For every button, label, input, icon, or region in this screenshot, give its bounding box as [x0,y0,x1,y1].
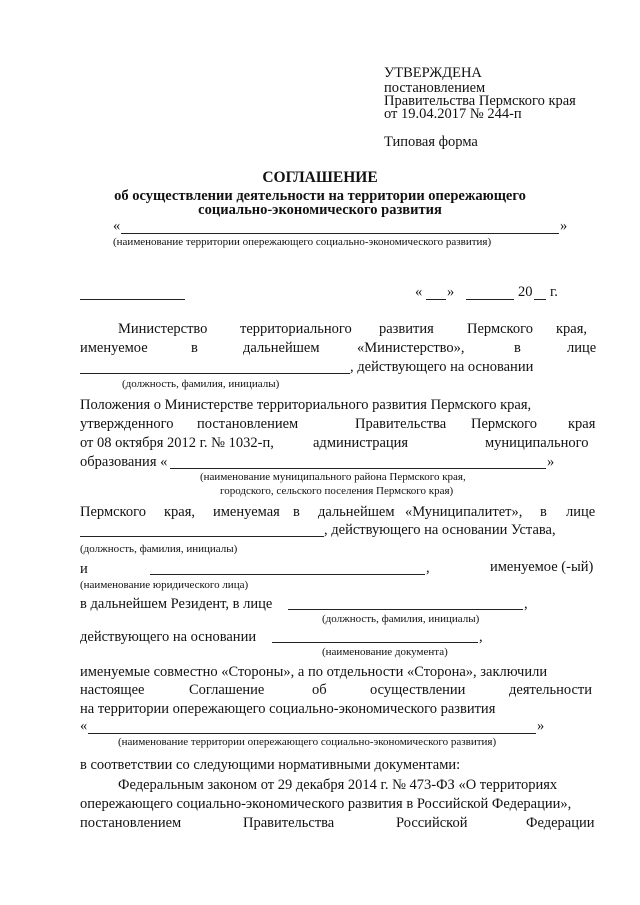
approval-line-1: постановлением [384,80,486,96]
p3-word: «Муниципалитет», [405,504,523,520]
legal-entity-name-line [150,574,425,575]
p1-word: дальнейшем [243,340,320,356]
approval-line-3: от 19.04.2017 № 244-п [384,106,522,122]
year-prefix: 20 [518,284,533,300]
p1-word: в [191,340,198,356]
p1-word: Министерство [118,321,208,337]
p3-caption-entity: (наименование юридического лица) [80,579,249,591]
p1-caption: (должность, фамилия, инициалы) [122,378,280,390]
p2-word: от 08 октября 2012 г. № 1032-п, [80,435,274,451]
p2-word: утвержденного [80,416,174,432]
document-subtitle-1: об осуществлении деятельности на территории опережающего [114,188,526,204]
resident-representative-line [288,609,523,610]
p2-caption-1: (наименование муниципального района Пермского края, [200,471,466,483]
year-suffix: г. [550,284,558,300]
territory-open-quote: « [113,218,121,234]
p5-word: Российской [396,815,468,831]
p3-word: именуемая [213,504,280,520]
p3-word: Пермского [80,504,146,520]
p1-word: «Министерство», [357,340,465,356]
p5-word: постановлением [80,815,182,831]
p1-word: территориального [240,321,352,337]
p2-word: края [568,416,596,432]
p3-named: именуемое (-ый) [490,559,594,575]
p1-basis: , действующего на основании [350,359,534,375]
p5-line-1: в соответствии со следующими нормативными документами: [80,757,461,773]
p3-word: в [293,504,300,520]
p3-resident: в дальнейшем Резидент, в лице [80,596,273,612]
document-subtitle-2: социально-экономического развития [198,202,442,218]
p2-word: » [547,454,555,470]
p3-acting: действующего на основании [80,629,257,645]
p4-word: осуществлении [370,682,466,698]
p3-word: в [540,504,547,520]
territory-close-quote: » [560,218,568,234]
p1-word: края, [556,321,588,337]
territory-name-line-2 [88,733,536,734]
p3-word: лице [566,504,596,520]
p4-close-quote: » [537,718,545,734]
day-close-quote: » [447,284,455,300]
ministry-representative-line [80,373,350,374]
territory-name-line [121,233,559,234]
p3-word: дальнейшем [318,504,395,520]
basis-document-line [272,642,478,643]
p5-word: Федерации [526,815,595,831]
p5-line-3: опережающего социально-экономического развития в Российской Федерации», [80,796,572,812]
approval-title: УТВЕРЖДЕНА [384,65,482,81]
p4-word: настоящее [80,682,145,698]
p3-caption: (должность, фамилия, инициалы) [80,543,238,555]
p2-word: Пермского [471,416,537,432]
document-title: СОГЛАШЕНИЕ [262,169,378,186]
p3-caption-person: (должность, фамилия, инициалы) [322,613,480,625]
form-type: Типовая форма [384,134,478,150]
p1-word: развития [379,321,434,337]
p4-word: об [312,682,327,698]
p3-comma: , [426,560,430,576]
p3-caption-doc: (наименование документа) [322,646,448,658]
p3-conj: и [80,561,88,577]
p5-word: Правительства [243,815,335,831]
p2-word: администрация [313,435,409,451]
day-line [426,299,446,300]
p3-basis: , действующего на основании Устава, [324,522,556,538]
day-open-quote: « [415,284,423,300]
p2-word: образования « [80,454,168,470]
p2-word: постановлением [197,416,299,432]
p4-open-quote: « [80,718,88,734]
p3-comma-3: , [479,629,483,645]
municipality-name-line [170,468,546,469]
p1-word: в [514,340,521,356]
p2-word: муниципального [485,435,589,451]
p1-word: именуемое [80,340,148,356]
p4-line-1: именуемые совместно «Стороны», а по отдельности «Сторона», заключили [80,664,548,680]
p2-caption-2: городского, сельского поселения Пермского края) [220,485,454,497]
approval-line-2: Правительства Пермского края [384,93,576,109]
p3-word: края, [164,504,196,520]
p3-comma-2: , [524,596,528,612]
month-line [466,299,514,300]
p5-line-2: Федеральным законом от 29 декабря 2014 г. № 473-ФЗ «О территориях [118,777,558,793]
territory-caption: (наименование территории опережающего социально-экономического развития) [113,236,492,248]
p4-caption: (наименование территории опережающего социально-экономического развития) [118,736,497,748]
p2-line-1: Положения о Министерстве территориального развития Пермского края, [80,397,532,413]
p1-word: лице [567,340,597,356]
p1-word: Пермского [467,321,533,337]
place-line [80,299,185,300]
municipality-representative-line [80,536,324,537]
p4-line-3: на территории опережающего социально-экономического развития [80,701,496,717]
p4-word: Соглашение [189,682,265,698]
p4-word: деятельности [509,682,593,698]
year-line [534,299,546,300]
p2-word: Правительства [355,416,447,432]
